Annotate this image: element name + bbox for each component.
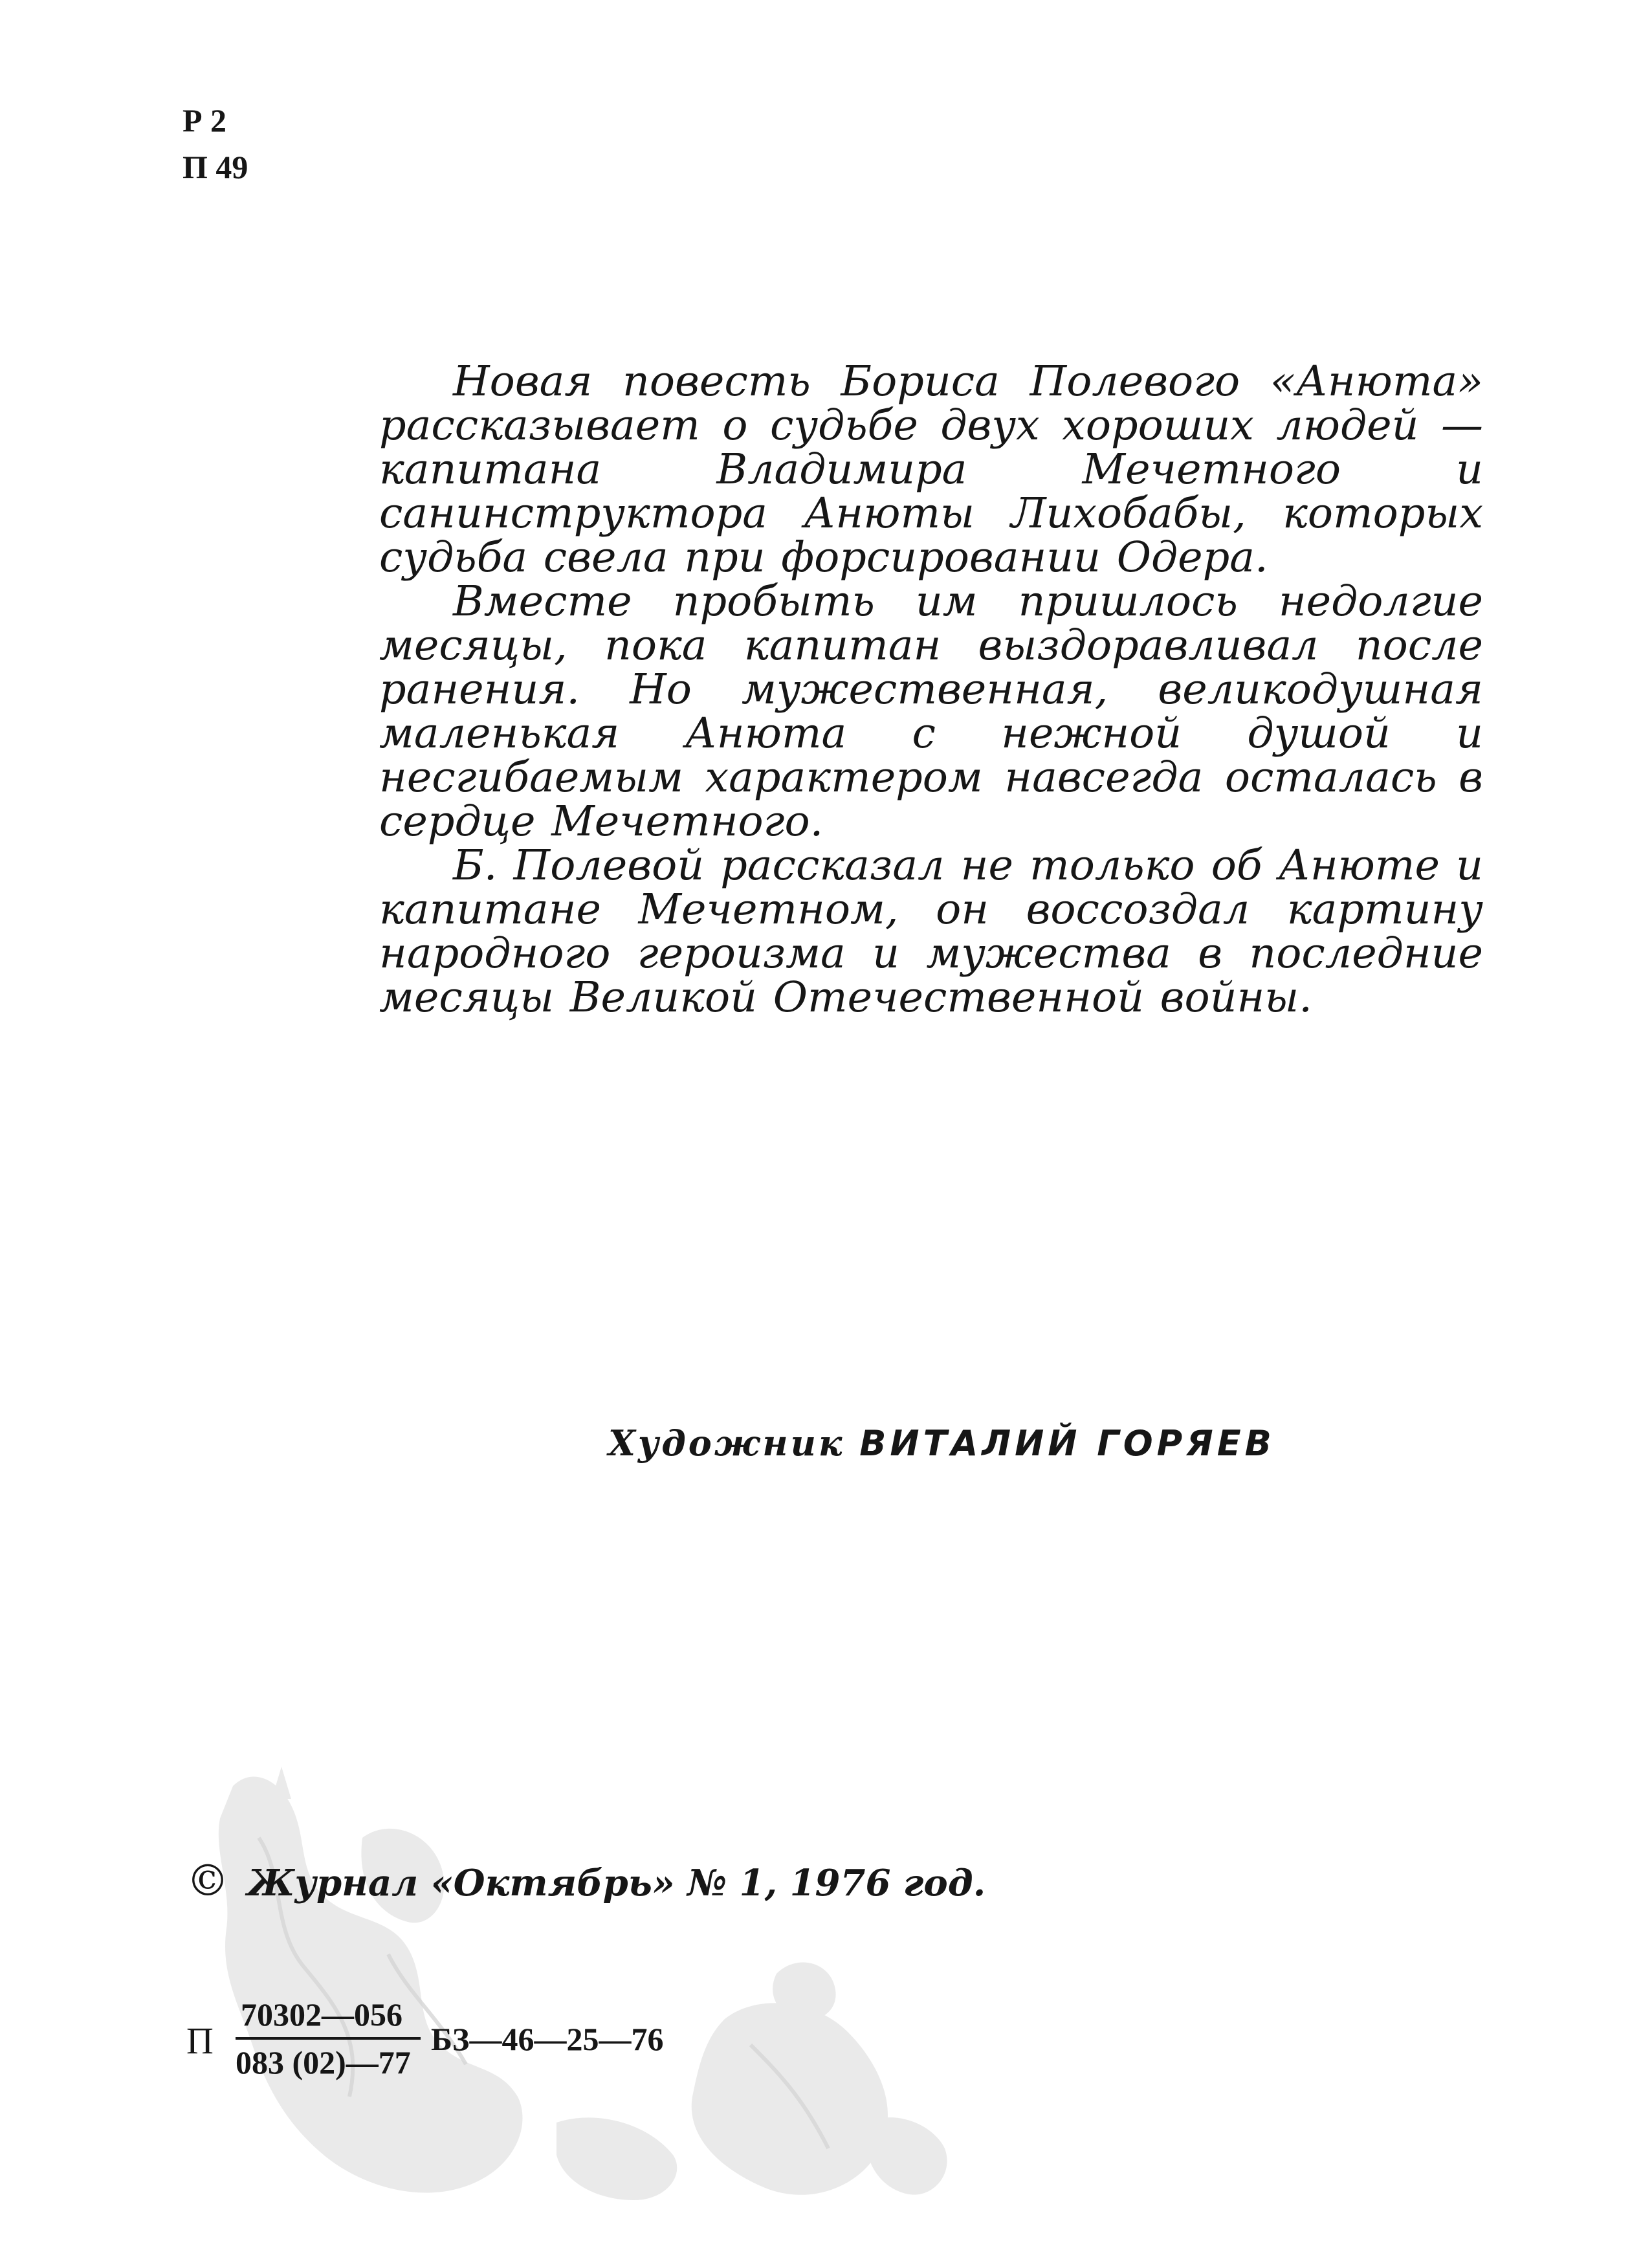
bbk-code: Р 2 (182, 102, 227, 138)
copyright-icon: © (186, 1856, 229, 1906)
annotation-paragraph: Б. Полевой рассказал не только об Анюте и капитане Мечетном, он воссоздал картину народного героизма и мужества в последние месяцы Великой Отечественной войны. (379, 841, 1483, 1022)
index-fraction (236, 1996, 417, 2081)
index-denominator: 083 (02)—77 (236, 2044, 411, 2080)
artist-credit (608, 1422, 1275, 1464)
faded-illustration-watermark (194, 1760, 1003, 2226)
artist-name: ВИТАЛИЙ ГОРЯЕВ (859, 1423, 1275, 1464)
classification-codes (182, 97, 248, 190)
index-letter: П (186, 2020, 214, 2062)
annotation (379, 357, 1483, 1022)
annotation-paragraph: Вместе пробыть им пришлось недолгие месяцы, пока капитан выздоравливал после ранения. Но мужественная, великодушная маленькая Анюта с нежной душой и несгибаемым характером навсегда осталась в сердце Мечетного. (379, 577, 1483, 846)
artist-role: Художник (608, 1422, 845, 1464)
index-code: БЗ—46—25—76 (431, 2021, 664, 2057)
index-numerator: 70302—056 (241, 1996, 402, 2033)
fraction-bar (236, 2037, 421, 2040)
copyright-line (186, 1856, 986, 1906)
copyright-text: Журнал «Октябрь» № 1, 1976 год. (247, 1862, 986, 1904)
author-mark: П 49 (182, 149, 248, 185)
annotation-paragraph: Новая повесть Бориса Полевого «Анюта» рассказывает о судьбе двух хороших людей — капитана Владимира Мечетного и санинструктора Анюты Лихобабы, которых судьба свела при форсировании Одера. (379, 357, 1483, 582)
